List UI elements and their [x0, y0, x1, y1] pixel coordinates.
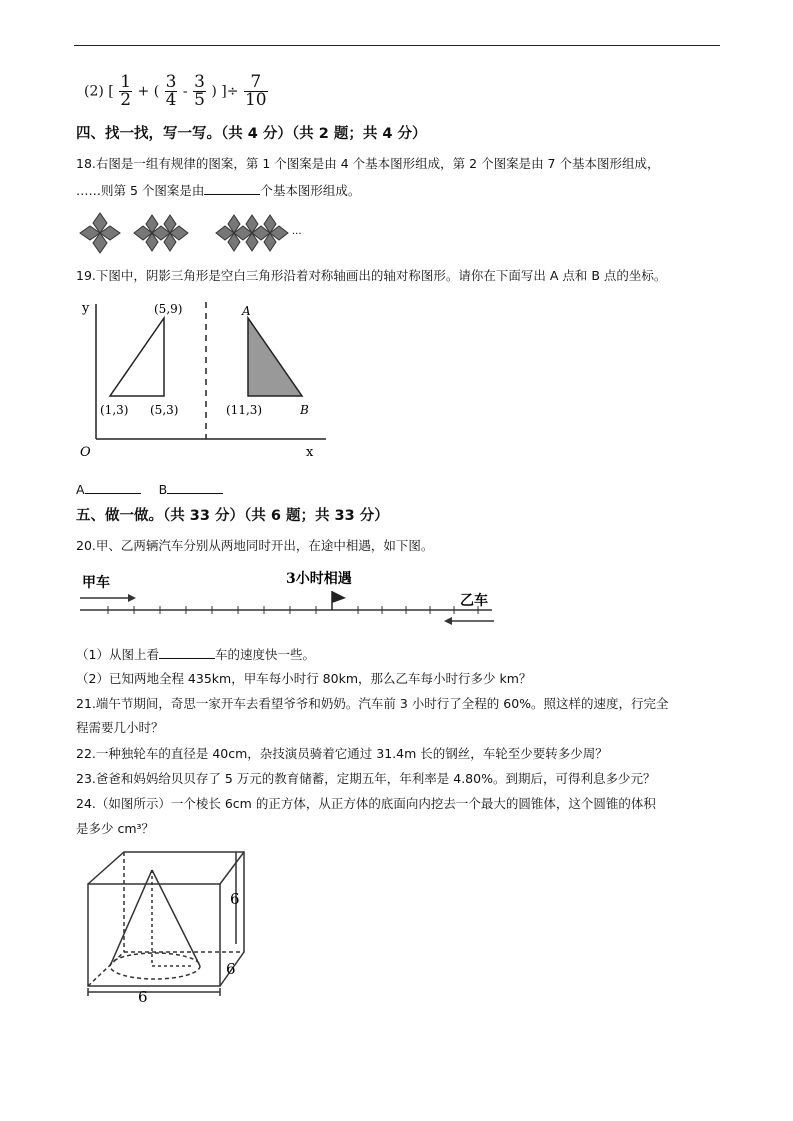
point-label-5-3: (5,3) — [150, 403, 179, 417]
y-axis-label: y — [82, 301, 90, 316]
fraction-1 — [119, 74, 132, 109]
q20-sub1 — [76, 646, 315, 663]
expr-lparen: ( — [153, 83, 160, 100]
q21-line2: 程需要几小时？ — [76, 720, 164, 735]
pattern-ellipsis: ··· — [292, 229, 302, 240]
fraction-numerator: 1 — [120, 72, 132, 92]
q24-line2: 是多少 cm³？ — [76, 821, 155, 836]
expr-rbracket: ]÷ — [221, 83, 239, 100]
pattern-figure — [76, 206, 316, 260]
origin-label: O — [80, 445, 91, 460]
height-dim-label: 6 — [230, 890, 240, 908]
q24-line1: 24.（如图所示）一个棱长 6cm 的正方体，从正方体的底面向内挖去一个最大的圆锥体，这个圆锥的体积 — [76, 796, 656, 811]
pattern-2 — [134, 215, 188, 251]
pattern-1 — [80, 213, 120, 253]
section-4-heading: 四、找一找，写一写。（共 4 分）（共 2 题；共 4 分） — [76, 126, 427, 142]
q23-text: 23.爸爸和妈妈给贝贝存了 5 万元的教育储蓄，定期五年，年利率是 4.80%。到期后，可得利息多少元？ — [76, 771, 656, 786]
left-arrow-head — [128, 594, 136, 602]
cube-hidden-diagonal — [88, 952, 124, 986]
coordinate-graph — [76, 294, 336, 464]
left-car-label: 甲车 — [82, 575, 110, 591]
cube-cone-figure — [76, 842, 256, 1004]
right-car-label: 乙车 — [460, 593, 488, 609]
q18-line2 — [76, 182, 360, 199]
q20-sub1-pre: （1）从图上看 — [76, 647, 159, 662]
q20-text: 20.甲、乙两辆汽车分别从两地同时开出，在途中相遇，如下图。 — [76, 538, 434, 553]
expr-rparen: ) — [211, 83, 217, 100]
point-label-b: B — [300, 403, 309, 417]
fraction-denominator: 10 — [244, 90, 267, 110]
fraction-denominator: 5 — [194, 90, 205, 110]
q22-text: 22.一种独轮车的直径是 40cm，杂技演员骑着它通过 31.4m 长的钢丝，车轮至少要转多少周？ — [76, 746, 608, 761]
fraction-4 — [244, 74, 268, 109]
q18-line1: 18.右图是一组有规律的图案，第 1 个图案是由 4 个基本图形组成，第 2 个图案是由 7 个基本图形组成， — [76, 156, 660, 171]
x-axis-label: x — [306, 445, 314, 460]
expr-plus: + — [137, 83, 150, 100]
point-label-a: A — [242, 304, 251, 318]
q20-sub1-post: 车的速度快一些。 — [214, 647, 315, 662]
fraction-numerator: 3 — [165, 72, 177, 92]
point-label-1-3: (1,3) — [100, 403, 129, 417]
section-5-heading: 五、做一做。（共 33 分）（共 6 题；共 33 分） — [76, 508, 389, 524]
q19-text: 19.下图中，阴影三角形是空白三角形沿着对称轴画出的轴对称图形。请你在下面写出 A 点和 B 点的坐标。 — [76, 268, 667, 283]
math-expression — [84, 74, 269, 109]
q21-line1: 21.端午节期间，奇思一家开车去看望爷爷和奶奶。汽车前 3 小时行了全程的 60%。照这样的速度，行完全 — [76, 696, 669, 711]
expr-minus: - — [182, 83, 188, 100]
flag-icon — [332, 591, 346, 603]
expr-label: (2) — [84, 83, 104, 100]
fraction-denominator: 2 — [120, 90, 132, 110]
pattern-3 — [216, 215, 288, 251]
width-dim-label: 6 — [138, 988, 148, 1004]
shaded-triangle — [248, 318, 302, 396]
q18-answer-blank[interactable] — [204, 182, 260, 195]
answer-b-blank[interactable] — [167, 481, 223, 494]
expr-lbracket: [ — [108, 83, 114, 100]
meet-label: 3小时相遇 — [286, 571, 352, 587]
q20-sub2: （2）已知两地全程 435km，甲车每小时行 80km，那么乙车每小时行多少 km？ — [76, 671, 532, 686]
cube-top-edge — [220, 852, 244, 884]
fraction-3 — [193, 74, 206, 109]
fraction-2 — [165, 74, 178, 109]
answer-a-blank[interactable] — [85, 481, 141, 494]
right-arrow-head — [444, 617, 452, 625]
point-label-5-9: (5,9) — [154, 302, 183, 316]
cube-front-face — [88, 884, 220, 986]
answer-b-label: B — [158, 482, 168, 497]
blank-triangle — [110, 318, 164, 396]
header-rule — [74, 45, 720, 46]
q20-answer-blank[interactable] — [159, 646, 215, 659]
fraction-numerator: 3 — [194, 72, 205, 92]
depth-dim-label: 6 — [226, 960, 236, 978]
q18-line2-pre: ……则第 5 个图案是由 — [76, 183, 205, 198]
q18-line2-post: 个基本图形组成。 — [260, 183, 361, 198]
answer-a-label: A — [76, 482, 85, 497]
fraction-denominator: 4 — [165, 90, 177, 110]
point-label-11-3: (11,3) — [226, 403, 263, 417]
q19-answer-line — [76, 481, 223, 498]
meeting-diagram — [76, 565, 502, 631]
fraction-numerator: 7 — [244, 74, 268, 92]
